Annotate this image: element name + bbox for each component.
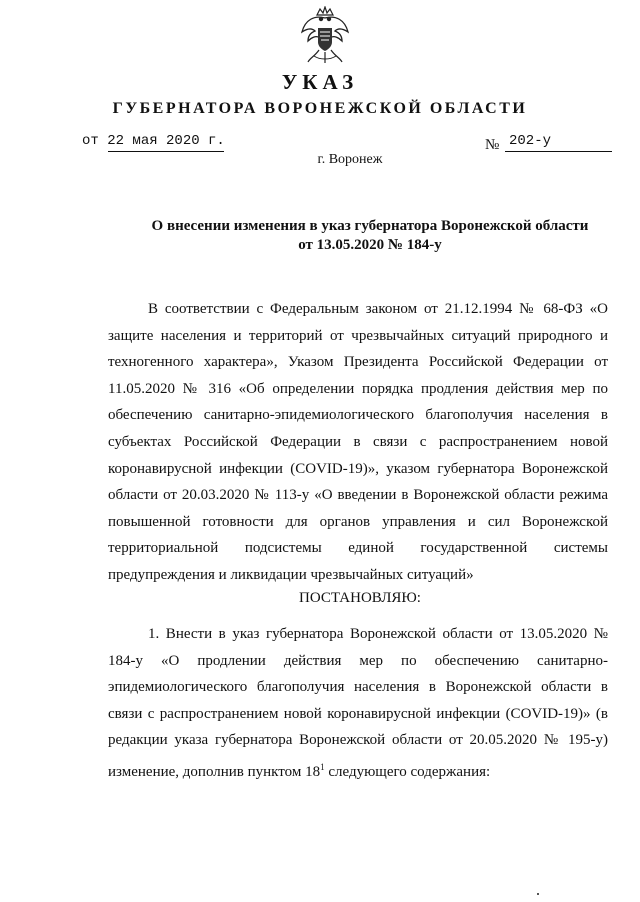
issuer-title: ГУБЕРНАТОРА ВОРОНЕЖСКОЙ ОБЛАСТИ (112, 100, 528, 117)
preamble-paragraph: В соответствии с Федеральным законом от 21.12.1994 № 68-ФЗ «О защите населения и территорий от чрезвычайных ситуаций природного и техногенного характера», Указом Президента Российской Федерации от 11.05.2020 № 316 «Об определении порядка продления действия мер по обеспечению санитарно-эпидемиологического благополучия населения в субъектах Российской Федерации в связи с распространением новой коронавирусной инфекции (COVID-19)», указом губернатора Воронежской области от 20.03.2020 № 113-у «О введении в Воронежской области режима повышенной готовности для органов управления и сил Воронежской территориальной подсистемы единой государственной системы предупреждения и ликвидации чрезвычайных ситуаций» (108, 301, 608, 583)
number-sign: № (485, 137, 500, 153)
voronezh-coat-of-arms-icon (300, 6, 350, 64)
heading-line-2: от 13.05.2020 № 184-у (298, 237, 442, 253)
item-1-tail: следующего содержания: (324, 763, 491, 780)
number-value: 202-у (509, 133, 552, 149)
date-value: 22 мая 2020 г. (107, 133, 225, 149)
document-title: УКАЗ (281, 70, 359, 94)
item-1-paragraph (108, 621, 608, 786)
heading-line-1: О внесении изменения в указ губернатора Воронежской области (151, 218, 589, 234)
document-heading (130, 217, 610, 255)
item-1-text: 1. Внести в указ губернатора Воронежской области от 13.05.2020 № 184-у «О продлении действия мер по обеспечению санитарно-эпидемиологического благополучия населения в Воронежской области в связи с распространением новой коронавирусной инфекции (COVID-19)» (в редакции указа губернатора Воронежской области от 20.05.2020 № 195-у) изменение, дополнив пунктом 18 (108, 626, 608, 780)
date-prefix: от (82, 133, 99, 149)
item-1-superscript: 1 (320, 761, 325, 772)
date-field (82, 133, 225, 149)
city-label: г. Воронеж (317, 152, 383, 167)
decree-word: ПОСТАНОВЛЯЮ: (299, 590, 421, 606)
scan-speck (537, 893, 539, 895)
